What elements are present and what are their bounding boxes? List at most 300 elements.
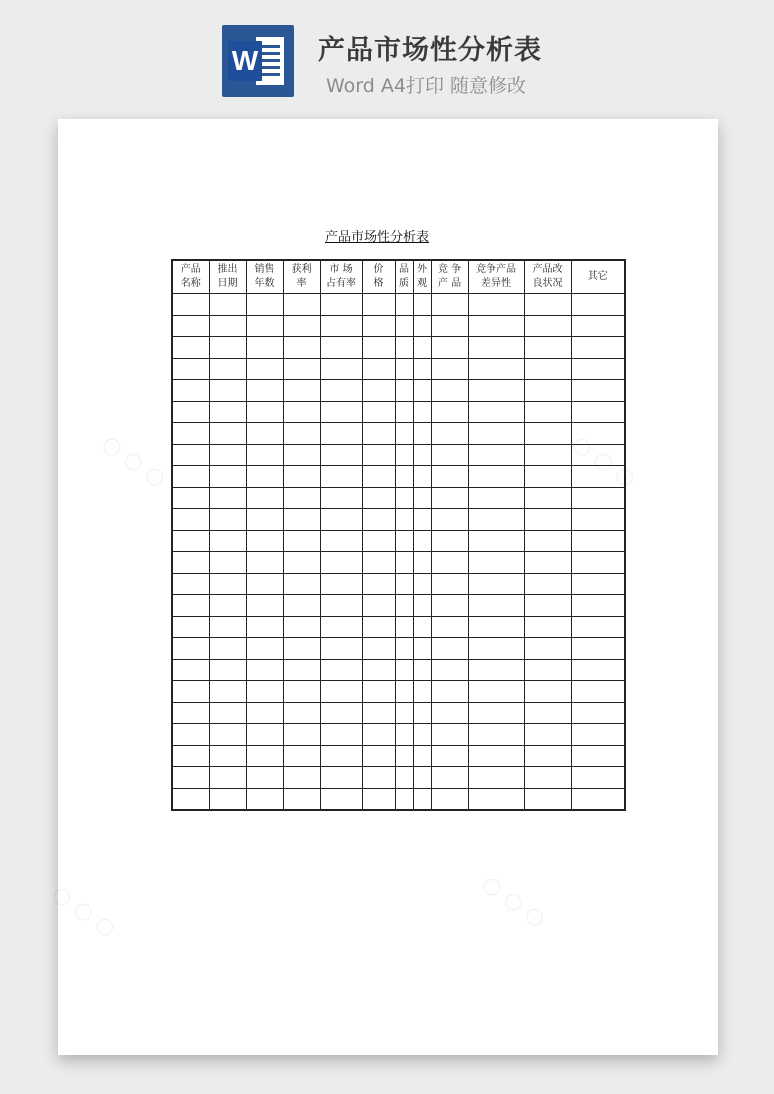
table-cell[interactable]	[172, 294, 209, 316]
table-cell[interactable]	[362, 659, 395, 681]
table-cell[interactable]	[413, 294, 431, 316]
table-cell[interactable]	[283, 724, 320, 746]
table-cell[interactable]	[413, 552, 431, 574]
table-cell[interactable]	[524, 509, 571, 531]
table-cell[interactable]	[571, 444, 625, 466]
table-cell[interactable]	[413, 509, 431, 531]
table-cell[interactable]	[413, 788, 431, 810]
table-cell[interactable]	[468, 724, 524, 746]
table-cell[interactable]	[172, 595, 209, 617]
table-cell[interactable]	[246, 767, 283, 789]
table-cell[interactable]	[431, 509, 468, 531]
table-cell[interactable]	[246, 681, 283, 703]
table-cell[interactable]	[431, 423, 468, 445]
table-cell[interactable]	[431, 788, 468, 810]
table-cell[interactable]	[362, 380, 395, 402]
table-cell[interactable]	[431, 573, 468, 595]
table-cell[interactable]	[524, 767, 571, 789]
table-cell[interactable]	[571, 337, 625, 359]
table-row	[172, 702, 625, 724]
table-cell[interactable]	[320, 401, 362, 423]
table-cell[interactable]	[413, 380, 431, 402]
table-cell[interactable]	[320, 509, 362, 531]
table-cell[interactable]	[172, 767, 209, 789]
table-cell[interactable]	[571, 595, 625, 617]
table-cell[interactable]	[571, 401, 625, 423]
table-cell[interactable]	[209, 616, 246, 638]
table-cell[interactable]	[413, 423, 431, 445]
table-cell[interactable]	[571, 530, 625, 552]
table-cell[interactable]	[283, 595, 320, 617]
table-cell[interactable]	[283, 509, 320, 531]
table-cell[interactable]	[431, 444, 468, 466]
table-cell[interactable]	[413, 401, 431, 423]
table-cell[interactable]	[395, 358, 413, 380]
table-cell[interactable]	[362, 681, 395, 703]
table-cell[interactable]	[362, 767, 395, 789]
table-cell[interactable]	[431, 530, 468, 552]
table-cell[interactable]	[172, 358, 209, 380]
table-cell[interactable]	[395, 380, 413, 402]
table-cell[interactable]	[362, 702, 395, 724]
table-cell[interactable]	[172, 487, 209, 509]
table-cell[interactable]	[395, 509, 413, 531]
table-cell[interactable]	[172, 552, 209, 574]
table-cell[interactable]	[431, 702, 468, 724]
table-cell[interactable]	[283, 702, 320, 724]
table-cell[interactable]	[362, 573, 395, 595]
table-cell[interactable]	[524, 358, 571, 380]
table-cell[interactable]	[431, 401, 468, 423]
table-cell[interactable]	[283, 552, 320, 574]
table-cell[interactable]	[395, 595, 413, 617]
table-cell[interactable]	[362, 423, 395, 445]
table-cell[interactable]	[468, 294, 524, 316]
table-row	[172, 423, 625, 445]
table-cell[interactable]	[320, 380, 362, 402]
table-row	[172, 616, 625, 638]
table-cell[interactable]	[431, 358, 468, 380]
table-cell[interactable]	[362, 638, 395, 660]
table-cell[interactable]	[395, 466, 413, 488]
table-cell[interactable]	[362, 294, 395, 316]
table-cell[interactable]	[524, 552, 571, 574]
table-cell[interactable]	[468, 552, 524, 574]
table-cell[interactable]	[431, 337, 468, 359]
table-cell[interactable]	[320, 358, 362, 380]
table-cell[interactable]	[209, 595, 246, 617]
table-cell[interactable]	[246, 616, 283, 638]
table-cell[interactable]	[362, 595, 395, 617]
table-cell[interactable]	[283, 487, 320, 509]
table-cell[interactable]	[362, 466, 395, 488]
table-cell[interactable]	[395, 573, 413, 595]
table-cell[interactable]	[362, 444, 395, 466]
table-cell[interactable]	[283, 444, 320, 466]
table-cell[interactable]	[468, 487, 524, 509]
table-cell[interactable]	[431, 466, 468, 488]
table-cell[interactable]	[413, 745, 431, 767]
table-cell[interactable]	[395, 337, 413, 359]
table-cell[interactable]	[283, 530, 320, 552]
table-cell[interactable]	[524, 401, 571, 423]
table-cell[interactable]	[571, 638, 625, 660]
table-cell[interactable]	[209, 401, 246, 423]
table-cell[interactable]	[395, 724, 413, 746]
table-cell[interactable]	[395, 788, 413, 810]
table-cell[interactable]	[209, 745, 246, 767]
table-cell[interactable]	[395, 401, 413, 423]
table-cell[interactable]	[320, 767, 362, 789]
column-header: 市 场 占有率	[320, 260, 362, 294]
table-cell[interactable]	[413, 487, 431, 509]
table-cell[interactable]	[320, 659, 362, 681]
table-cell[interactable]	[246, 530, 283, 552]
table-cell[interactable]	[362, 616, 395, 638]
table-cell[interactable]	[283, 573, 320, 595]
table-cell[interactable]	[468, 358, 524, 380]
table-cell[interactable]	[413, 724, 431, 746]
table-cell[interactable]	[362, 401, 395, 423]
table-cell[interactable]	[413, 616, 431, 638]
table-cell[interactable]	[209, 724, 246, 746]
table-cell[interactable]	[431, 659, 468, 681]
table-cell[interactable]	[362, 552, 395, 574]
table-cell[interactable]	[468, 401, 524, 423]
table-cell[interactable]	[283, 745, 320, 767]
table-cell[interactable]	[320, 702, 362, 724]
table-cell[interactable]	[468, 702, 524, 724]
table-cell[interactable]	[320, 294, 362, 316]
table-cell[interactable]	[209, 337, 246, 359]
table-cell[interactable]	[524, 530, 571, 552]
table-cell[interactable]	[468, 444, 524, 466]
table-cell[interactable]	[172, 724, 209, 746]
table-cell[interactable]	[395, 444, 413, 466]
table-cell[interactable]	[362, 745, 395, 767]
table-cell[interactable]	[468, 767, 524, 789]
table-cell[interactable]	[431, 380, 468, 402]
table-cell[interactable]	[524, 315, 571, 337]
table-cell[interactable]	[468, 573, 524, 595]
table-cell[interactable]	[209, 530, 246, 552]
table-cell[interactable]	[431, 595, 468, 617]
table-cell[interactable]	[283, 638, 320, 660]
table-cell[interactable]	[571, 724, 625, 746]
table-cell[interactable]	[283, 616, 320, 638]
table-cell[interactable]	[524, 659, 571, 681]
table-cell[interactable]	[468, 788, 524, 810]
table-cell[interactable]	[468, 616, 524, 638]
table-cell[interactable]	[571, 788, 625, 810]
table-cell[interactable]	[413, 337, 431, 359]
table-cell[interactable]	[283, 423, 320, 445]
table-cell[interactable]	[524, 788, 571, 810]
table-cell[interactable]	[524, 423, 571, 445]
table-cell[interactable]	[571, 573, 625, 595]
table-cell[interactable]	[209, 358, 246, 380]
table-cell[interactable]	[524, 487, 571, 509]
table-cell[interactable]	[395, 315, 413, 337]
table-cell[interactable]	[362, 337, 395, 359]
table-cell[interactable]	[395, 616, 413, 638]
table-row	[172, 337, 625, 359]
table-cell[interactable]	[468, 466, 524, 488]
table-cell[interactable]	[431, 724, 468, 746]
table-cell[interactable]	[468, 509, 524, 531]
table-cell[interactable]	[431, 487, 468, 509]
table-cell[interactable]	[246, 380, 283, 402]
table-cell[interactable]	[524, 681, 571, 703]
table-cell[interactable]	[431, 315, 468, 337]
table-cell[interactable]	[571, 552, 625, 574]
table-cell[interactable]	[571, 487, 625, 509]
table-cell[interactable]	[413, 595, 431, 617]
table-cell[interactable]	[283, 401, 320, 423]
table-cell[interactable]	[172, 401, 209, 423]
table-cell[interactable]	[413, 530, 431, 552]
table-cell[interactable]	[524, 616, 571, 638]
table-cell[interactable]	[524, 444, 571, 466]
table-cell[interactable]	[246, 659, 283, 681]
table-cell[interactable]	[571, 745, 625, 767]
table-cell[interactable]	[571, 659, 625, 681]
table-cell[interactable]	[172, 423, 209, 445]
table-cell[interactable]	[209, 767, 246, 789]
table-cell[interactable]	[172, 466, 209, 488]
table-cell[interactable]	[431, 638, 468, 660]
table-cell[interactable]	[524, 380, 571, 402]
table-cell[interactable]	[395, 745, 413, 767]
table-cell[interactable]	[172, 702, 209, 724]
table-cell[interactable]	[524, 337, 571, 359]
table-cell[interactable]	[246, 573, 283, 595]
table-cell[interactable]	[395, 530, 413, 552]
table-cell[interactable]	[468, 659, 524, 681]
table-cell[interactable]	[246, 788, 283, 810]
table-cell[interactable]	[524, 595, 571, 617]
table-cell[interactable]	[172, 638, 209, 660]
table-cell[interactable]	[320, 315, 362, 337]
table-cell[interactable]	[320, 552, 362, 574]
table-cell[interactable]	[209, 444, 246, 466]
table-cell[interactable]	[320, 573, 362, 595]
table-cell[interactable]	[571, 616, 625, 638]
table-cell[interactable]	[246, 401, 283, 423]
table-cell[interactable]	[468, 315, 524, 337]
table-cell[interactable]	[209, 315, 246, 337]
table-cell[interactable]	[209, 294, 246, 316]
table-cell[interactable]	[283, 681, 320, 703]
table-cell[interactable]	[362, 788, 395, 810]
table-cell[interactable]	[246, 638, 283, 660]
table-cell[interactable]	[395, 294, 413, 316]
table-cell[interactable]	[413, 444, 431, 466]
table-cell[interactable]	[571, 294, 625, 316]
table-cell[interactable]	[209, 788, 246, 810]
table-cell[interactable]	[524, 724, 571, 746]
table-cell[interactable]	[320, 724, 362, 746]
table-cell[interactable]	[571, 315, 625, 337]
table-cell[interactable]	[524, 745, 571, 767]
table-cell[interactable]	[246, 487, 283, 509]
table-cell[interactable]	[524, 573, 571, 595]
table-cell[interactable]	[413, 659, 431, 681]
table-cell[interactable]	[283, 315, 320, 337]
table-cell[interactable]	[246, 315, 283, 337]
table-cell[interactable]	[209, 552, 246, 574]
table-cell[interactable]	[413, 767, 431, 789]
table-cell[interactable]	[209, 487, 246, 509]
table-cell[interactable]	[172, 509, 209, 531]
table-cell[interactable]	[320, 466, 362, 488]
table-cell[interactable]	[571, 509, 625, 531]
table-cell[interactable]	[320, 745, 362, 767]
table-cell[interactable]	[524, 702, 571, 724]
table-cell[interactable]	[209, 681, 246, 703]
table-cell[interactable]	[209, 659, 246, 681]
table-cell[interactable]	[571, 380, 625, 402]
table-cell[interactable]	[431, 745, 468, 767]
table-cell[interactable]	[172, 659, 209, 681]
table-cell[interactable]	[524, 638, 571, 660]
table-cell[interactable]	[172, 681, 209, 703]
table-cell[interactable]	[431, 681, 468, 703]
table-cell[interactable]	[395, 423, 413, 445]
table-cell[interactable]	[172, 616, 209, 638]
table-cell[interactable]	[209, 573, 246, 595]
table-cell[interactable]	[362, 724, 395, 746]
table-cell[interactable]	[395, 681, 413, 703]
table-cell[interactable]	[172, 337, 209, 359]
table-cell[interactable]	[172, 444, 209, 466]
table-cell[interactable]	[209, 466, 246, 488]
table-cell[interactable]	[524, 294, 571, 316]
table-cell[interactable]	[320, 681, 362, 703]
table-cell[interactable]	[468, 638, 524, 660]
table-cell[interactable]	[362, 509, 395, 531]
table-cell[interactable]	[320, 444, 362, 466]
table-row	[172, 530, 625, 552]
table-cell[interactable]	[571, 681, 625, 703]
table-cell[interactable]	[413, 681, 431, 703]
table-cell[interactable]	[246, 423, 283, 445]
table-cell[interactable]	[468, 745, 524, 767]
table-cell[interactable]	[395, 487, 413, 509]
table-cell[interactable]	[209, 702, 246, 724]
table-cell[interactable]	[320, 487, 362, 509]
table-cell[interactable]	[413, 573, 431, 595]
table-cell[interactable]	[246, 294, 283, 316]
table-cell[interactable]	[209, 509, 246, 531]
table-cell[interactable]	[209, 638, 246, 660]
table-cell[interactable]	[172, 745, 209, 767]
table-cell[interactable]	[362, 487, 395, 509]
table-cell[interactable]	[246, 595, 283, 617]
table-cell[interactable]	[246, 745, 283, 767]
table-cell[interactable]	[320, 595, 362, 617]
table-cell[interactable]	[283, 380, 320, 402]
table-cell[interactable]	[468, 337, 524, 359]
table-cell[interactable]	[172, 788, 209, 810]
table-cell[interactable]	[283, 659, 320, 681]
table-cell[interactable]	[320, 337, 362, 359]
table-cell[interactable]	[283, 294, 320, 316]
table-cell[interactable]	[395, 702, 413, 724]
table-cell[interactable]	[246, 358, 283, 380]
table-cell[interactable]	[468, 380, 524, 402]
table-cell[interactable]	[362, 315, 395, 337]
table-cell[interactable]	[431, 767, 468, 789]
table-row	[172, 745, 625, 767]
table-cell[interactable]	[571, 358, 625, 380]
table-cell[interactable]	[571, 767, 625, 789]
table-cell[interactable]	[283, 767, 320, 789]
table-cell[interactable]	[395, 767, 413, 789]
table-cell[interactable]	[468, 530, 524, 552]
table-cell[interactable]	[320, 530, 362, 552]
table-cell[interactable]	[283, 788, 320, 810]
table-cell[interactable]	[172, 530, 209, 552]
table-cell[interactable]	[209, 380, 246, 402]
table-cell[interactable]	[413, 358, 431, 380]
table-cell[interactable]	[468, 595, 524, 617]
table-cell[interactable]	[246, 509, 283, 531]
table-cell[interactable]	[362, 358, 395, 380]
table-cell[interactable]	[413, 466, 431, 488]
table-cell[interactable]	[413, 702, 431, 724]
table-cell[interactable]	[283, 337, 320, 359]
table-cell[interactable]	[246, 702, 283, 724]
table-cell[interactable]	[246, 552, 283, 574]
table-row	[172, 724, 625, 746]
table-cell[interactable]	[246, 337, 283, 359]
table-cell[interactable]	[395, 638, 413, 660]
table-row	[172, 509, 625, 531]
table-cell[interactable]	[172, 380, 209, 402]
table-cell[interactable]	[283, 466, 320, 488]
table-cell[interactable]	[246, 724, 283, 746]
table-cell[interactable]	[246, 444, 283, 466]
table-cell[interactable]	[431, 552, 468, 574]
table-cell[interactable]	[571, 702, 625, 724]
table-cell[interactable]	[320, 638, 362, 660]
table-cell[interactable]	[468, 423, 524, 445]
table-cell[interactable]	[431, 294, 468, 316]
table-cell[interactable]	[395, 552, 413, 574]
table-cell[interactable]	[571, 466, 625, 488]
table-cell[interactable]	[413, 315, 431, 337]
table-cell[interactable]	[413, 638, 431, 660]
table-cell[interactable]	[468, 681, 524, 703]
watermark: ○ ○ ○	[567, 430, 641, 493]
table-cell[interactable]	[571, 423, 625, 445]
table-cell[interactable]	[209, 423, 246, 445]
table-cell[interactable]	[524, 466, 571, 488]
table-row	[172, 315, 625, 337]
table-cell[interactable]	[431, 616, 468, 638]
table-cell[interactable]	[320, 788, 362, 810]
table-cell[interactable]	[362, 530, 395, 552]
table-cell[interactable]	[172, 573, 209, 595]
table-cell[interactable]	[395, 659, 413, 681]
table-cell[interactable]	[246, 466, 283, 488]
table-row	[172, 788, 625, 810]
table-cell[interactable]	[320, 423, 362, 445]
table-cell[interactable]	[283, 358, 320, 380]
table-cell[interactable]	[320, 616, 362, 638]
table-cell[interactable]	[172, 315, 209, 337]
